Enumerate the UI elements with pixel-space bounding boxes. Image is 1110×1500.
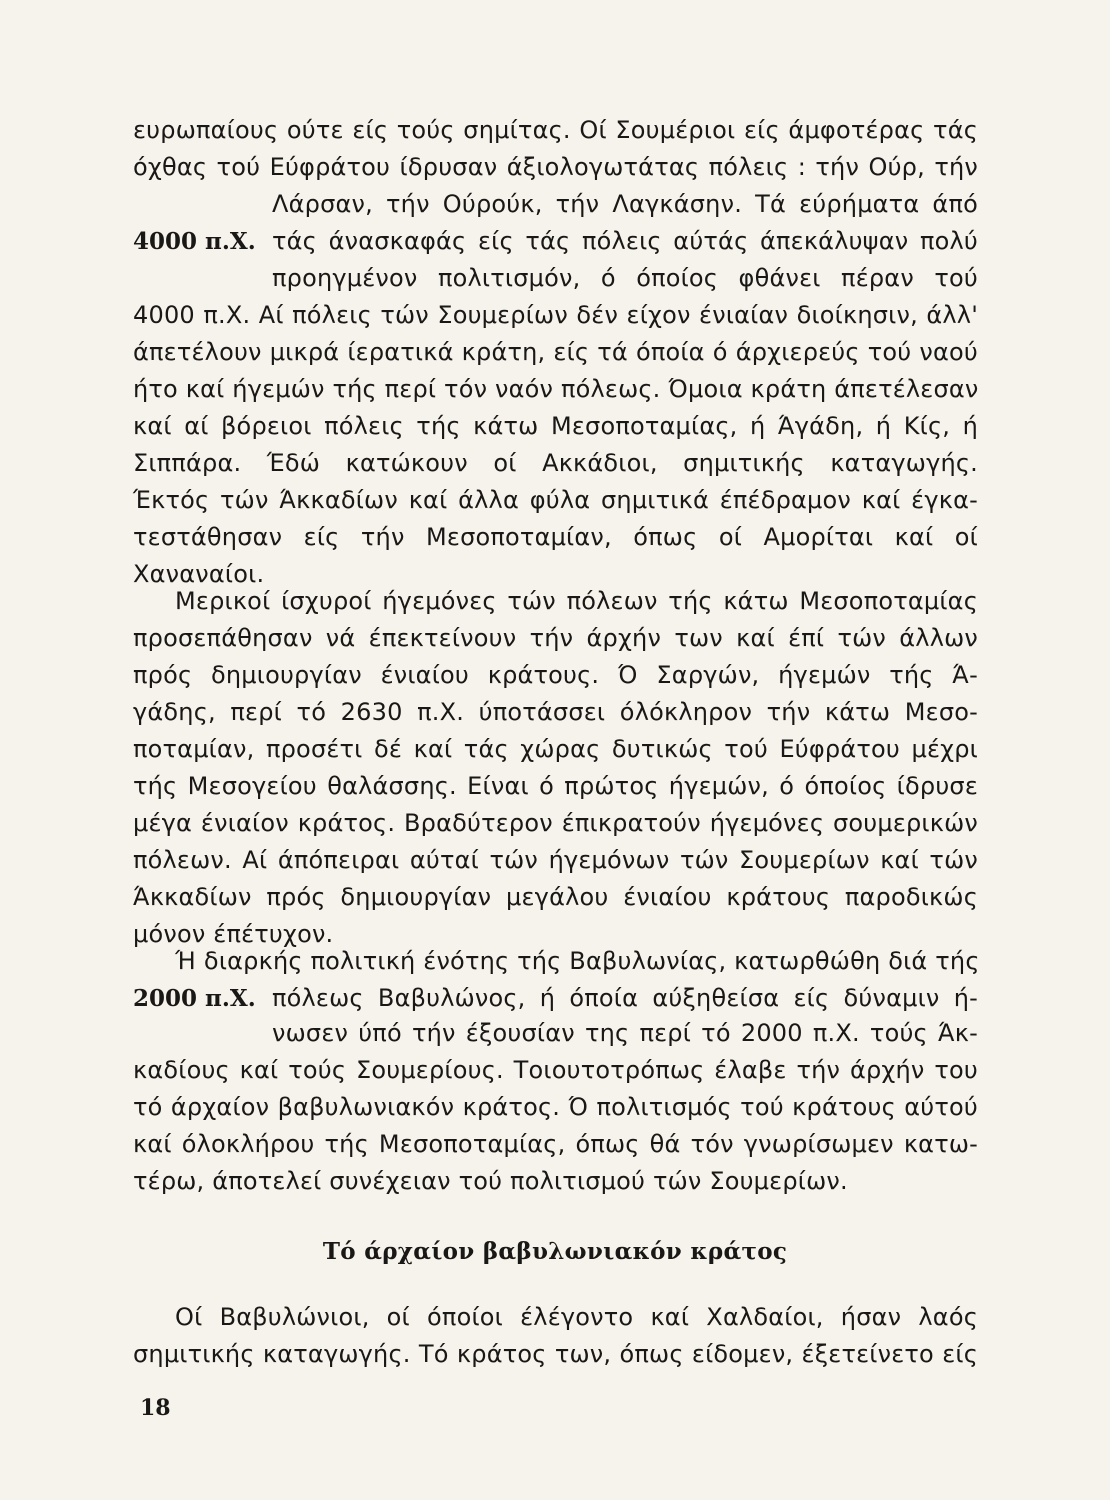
- text-line: καδίους καί τούς Σουμερίους. Τοιουτοτρόπως έλαβε τήν άρχήν του: [133, 1056, 978, 1084]
- text-line: Χαναναίοι.: [133, 560, 265, 588]
- text-line: ποταμίαν, προσέτι δέ καί τάς χώρας δυτικώς τού Εύφράτου μέχρι: [133, 735, 978, 763]
- text-line: άπετέλουν μικρά ίερατικά κράτη, είς τά όποία ό άρχιερεύς τού ναού: [133, 338, 978, 366]
- text-line: μόνον έπέτυχον.: [133, 920, 334, 948]
- text-line: τάς άνασκαφάς είς τάς πόλεις αύτάς άπεκάλυψαν πολύ: [272, 227, 978, 255]
- text-line: σημιτικής καταγωγής. Τό κράτος των, όπως είδομεν, έξετείνετο είς: [133, 1340, 978, 1368]
- margin-note-year: 2000 π.Χ.: [133, 985, 256, 1012]
- text-line: γάδης, περί τό 2630 π.Χ. ύποτάσσει όλόκληρον τήν κάτω Μεσο-: [133, 698, 978, 726]
- text-line: καί αί βόρειοι πόλεις τής κάτω Μεσοποταμίας, ή Άγάδη, ή Κίς, ή: [133, 412, 978, 440]
- text-line: τεστάθησαν είς τήν Μεσοποταμίαν, όπως οί Αμορίται καί οί: [133, 523, 978, 551]
- text-line: Λάρσαν, τήν Ούρούκ, τήν Λαγκάσην. Τά εύρήματα άπό: [272, 190, 978, 218]
- text-line: όχθας τού Εύφράτου ίδρυσαν άξιολογωτάτας πόλεις : τήν Ούρ, τήν: [133, 153, 978, 181]
- text-line: Σιππάρα. Έδώ κατώκουν οί Ακκάδιοι, σημιτικής καταγωγής.: [133, 449, 978, 477]
- page-number: 18: [140, 1395, 171, 1421]
- margin-note-year: 4000 π.Χ.: [133, 228, 256, 255]
- text-line: Ή διαρκής πολιτική ένότης τής Βαβυλωνίας, κατωρθώθη διά τής: [175, 947, 980, 975]
- text-line: τό άρχαίον βαβυλωνιακόν κράτος. Ό πολιτισμός τού κράτους αύτού: [133, 1093, 978, 1121]
- text-line: Οί Βαβυλώνιοι, οί όποίοι έλέγοντο καί Χαλδαίοι, ήσαν λαός: [175, 1303, 978, 1331]
- text-line: προσεπάθησαν νά έπεκτείνουν τήν άρχήν των καί έπί τών άλλων: [133, 624, 978, 652]
- text-line: νωσεν ύπό τήν έξουσίαν της περί τό 2000 π.Χ. τούς Άκ-: [272, 1019, 978, 1047]
- text-line: ήτο καί ήγεμών τής περί τόν ναόν πόλεως. Όμοια κράτη άπετέλεσαν: [133, 375, 979, 403]
- text-line: 4000 π.Χ. Αί πόλεις τών Σουμερίων δέν είχον ένιαίαν διοίκησιν, άλλ': [133, 301, 978, 329]
- text-line: Άκκαδίων πρός δημιουργίαν μεγάλου ένιαίου κράτους παροδικώς: [133, 883, 978, 911]
- text-line: τής Μεσογείου θαλάσσης. Είναι ό πρώτος ήγεμών, ό όποίος ίδρυσε: [133, 772, 978, 800]
- text-line: πόλεως Βαβυλώνος, ή όποία αύξηθείσα είς δύναμιν ή-: [272, 984, 978, 1012]
- text-line: ευρωπαίους ούτε είς τούς σημίτας. Οί Σουμέριοι είς άμφοτέρας τάς: [133, 116, 978, 144]
- text-line: τέρω, άποτελεί συνέχειαν τού πολιτισμού τών Σουμερίων.: [133, 1167, 848, 1195]
- text-line: Έκτός τών Άκκαδίων καί άλλα φύλα σημιτικά έπέδραμον καί έγκα-: [133, 486, 978, 514]
- section-heading: Τό άρχαίον βαβυλωνιακόν κράτος: [322, 1238, 788, 1265]
- text-line: προηγμένον πολιτισμόν, ό όποίος φθάνει πέραν τού: [272, 264, 978, 292]
- text-line: Μερικοί ίσχυροί ήγεμόνες τών πόλεων τής κάτω Μεσοποταμίας: [175, 587, 978, 615]
- text-line: μέγα ένιαίον κράτος. Βραδύτερον έπικρατούν ήγεμόνες σουμερικών: [133, 809, 978, 837]
- text-line: καί όλοκλήρου τής Μεσοποταμίας, όπως θά τόν γνωρίσωμεν κατω-: [133, 1130, 978, 1158]
- text-line: πόλεων. Αί άπόπειραι αύταί τών ήγεμόνων τών Σουμερίων καί τών: [133, 846, 978, 874]
- text-line: πρός δημιουργίαν ένιαίου κράτους. Ό Σαργών, ήγεμών τής Ά-: [133, 661, 978, 689]
